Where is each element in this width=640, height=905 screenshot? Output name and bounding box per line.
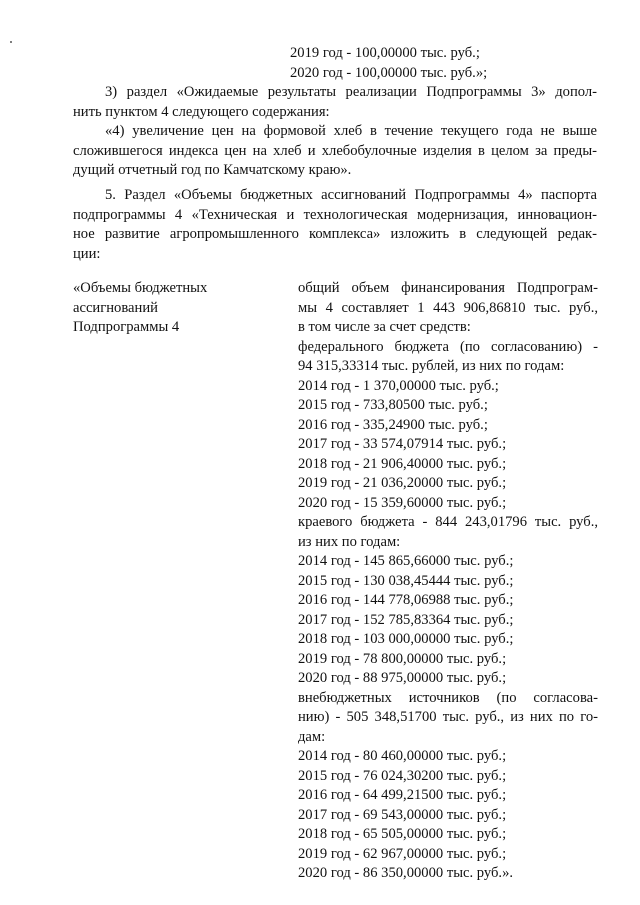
value-line: 94 315,33314 тыс. рублей, из них по годам:	[298, 358, 565, 374]
value-line: 2020 год - 86 350,00000 тыс. руб.».	[298, 865, 514, 881]
paragraph-line: ции:	[73, 245, 101, 262]
value-line: в том числе за счет средств:	[298, 319, 471, 335]
value-line: внебюджетных источников (по согласова-	[298, 689, 598, 706]
paragraph-5	[73, 186, 597, 264]
value-line: 2015 год - 76 024,30200 тыс. руб.;	[298, 767, 507, 784]
paragraph-3	[73, 83, 597, 122]
value-line: 2019 год - 21 036,20000 тыс. руб.;	[298, 475, 507, 491]
value-line: нию) - 505 348,51700 тыс. руб., из них по го-	[298, 709, 598, 725]
value-line: 2015 год - 733,80500 тыс. руб.;	[298, 397, 488, 413]
value-line: дам:	[298, 728, 326, 745]
paragraph-line: 5. Раздел «Объемы бюджетных ассигнований Подпрограммы 4» паспорта	[105, 187, 597, 203]
value-line: 2017 год - 69 543,00000 тыс. руб.;	[298, 806, 507, 823]
paragraph-line: дущий отчетный год по Камчатскому краю».	[73, 162, 352, 178]
scan-speck	[10, 41, 12, 43]
value-line: 2019 год - 78 800,00000 тыс. руб.;	[298, 650, 507, 667]
value-line: 2020 год - 88 975,00000 тыс. руб.;	[298, 670, 507, 686]
top-line: 2019 год - 100,00000 тыс. руб.;	[290, 45, 480, 61]
value-line: 2017 год - 152 785,83364 тыс. руб.;	[298, 611, 514, 628]
paragraph-line: ное развитие агропромышленного комплекса» изложить в следующей редак-	[73, 226, 597, 242]
label-line: Подпрограммы 4	[73, 319, 180, 335]
value-line: 2018 год - 103 000,00000 тыс. руб.;	[298, 631, 514, 647]
value-line: 2014 год - 1 370,00000 тыс. руб.;	[298, 377, 499, 394]
value-line: федерального бюджета (по согласованию) -	[298, 338, 598, 355]
label-line: ассигнований	[73, 299, 158, 316]
paragraph-line: подпрограммы 4 «Техническая и технологическая модернизация, инновацион-	[73, 206, 597, 223]
value-line: 2014 год - 80 460,00000 тыс. руб.;	[298, 748, 507, 764]
paragraph-line: нить пунктом 4 следующего содержания:	[73, 103, 330, 120]
paragraph-line: 3) раздел «Ожидаемые результаты реализации Подпрограммы 3» допол-	[105, 84, 597, 100]
value-line: 2018 год - 65 505,00000 тыс. руб.;	[298, 826, 507, 842]
value-line: 2019 год - 62 967,00000 тыс. руб.;	[298, 845, 507, 862]
value-line: 2016 год - 144 778,06988 тыс. руб.;	[298, 592, 514, 608]
value-line: краевого бюджета - 844 243,01796 тыс. руб.,	[298, 514, 598, 530]
table-value-column	[298, 279, 598, 884]
value-line: общий объем финансирования Подпрограм-	[298, 280, 598, 296]
value-line: 2016 год - 64 499,21500 тыс. руб.;	[298, 787, 507, 803]
table-label-column	[73, 279, 283, 338]
value-line: 2018 год - 21 906,40000 тыс. руб.;	[298, 455, 507, 472]
value-line: 2015 год - 130 038,45444 тыс. руб.;	[298, 572, 514, 589]
top-lines	[290, 44, 487, 83]
value-line: 2017 год - 33 574,07914 тыс. руб.;	[298, 436, 507, 452]
label-line: «Объемы бюджетных	[73, 280, 208, 296]
paragraph-4	[73, 122, 597, 181]
paragraph-line: сложившегося индекса цен на хлеб и хлебобулочные изделия в целом за преды-	[73, 142, 597, 159]
paragraph-line: «4) увеличение цен на формовой хлеб в течение текущего года не выше	[105, 123, 597, 139]
value-line: 2016 год - 335,24900 тыс. руб.;	[298, 416, 488, 433]
value-line: мы 4 составляет 1 443 906,86810 тыс. руб.,	[298, 299, 598, 316]
top-line: 2020 год - 100,00000 тыс. руб.»;	[290, 64, 488, 81]
value-line: 2020 год - 15 359,60000 тыс. руб.;	[298, 494, 507, 511]
value-line: 2014 год - 145 865,66000 тыс. руб.;	[298, 553, 514, 569]
value-line: из них по годам:	[298, 533, 401, 550]
